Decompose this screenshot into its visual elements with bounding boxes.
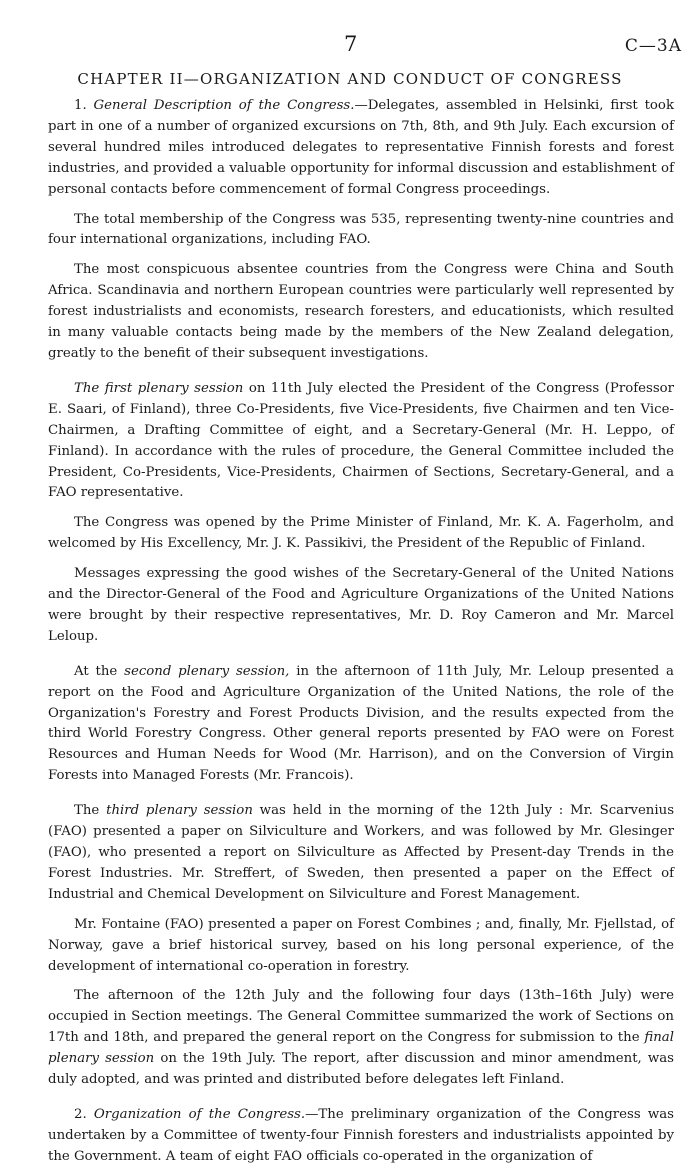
session-heading: final plenary session xyxy=(48,1030,674,1067)
paragraph-section-meetings xyxy=(48,986,674,1091)
paragraph-first-plenary xyxy=(48,379,674,504)
paragraph-text: —The preliminary organization of the Congress was undertaken by a Committee of twenty-four Finnish foresters and industrialists appointed by the Government. A team of eight FAO officials co-operated in the organization of xyxy=(48,1106,674,1164)
paragraph-third-plenary xyxy=(48,801,674,906)
session-heading: third plenary session xyxy=(106,803,253,819)
paragraph-text: The xyxy=(74,803,107,819)
paragraph-membership: The total membership of the Congress was 535, representing twenty-nine countries and four international organizations, including FAO. xyxy=(48,211,674,248)
paragraph-text: At the xyxy=(74,663,125,679)
section-number: 2. xyxy=(74,1106,94,1122)
paragraph-text: in the afternoon of 11th July, Mr. Leloup presented a report on the Food and Agriculture Organization of the United Nations, the role of the Organization's Forestry and Forest Products Division, and the results expected from the third World Forestry Congress. Other general reports presented by FAO were on Forest Resources and Human Needs for Wood (Mr. Harrison), and on the Conversion of Virgin Forests into Managed Forests (Mr. Francois). xyxy=(48,663,674,784)
paragraph-text: on the 19th July. The report, after discussion and minor amendment, was duly adopted, and was printed and distributed before delegates left Finland. xyxy=(48,1051,675,1088)
paragraph-text: on 11th July elected the President of the Congress (Professor E. Saari, of Finland), three Co-Presidents, five Vice-Presidents, five Chairmen and ten Vice-Chairmen, a Drafting Committee of eight, and a Secretary-General (Mr. H. Leppo, of Finland). In accordance with the rules of procedure, the General Committee included the President, Co-Presidents, Vice-Presidents, Chairmen of Sections, Secretary-General, and a FAO representative. xyxy=(48,380,674,501)
paragraph-text: The afternoon of the 12th July and the following four days (13th–16th July) were occupied in Section meetings. The General Committee summarized the work of Sections on 17th and 18th, and prepared the general report on the Congress for submission to the xyxy=(48,988,674,1046)
page-number: 7 xyxy=(344,32,358,56)
paragraph-organization xyxy=(48,1105,674,1168)
session-heading: second plenary session, xyxy=(124,663,290,679)
section-number: 1. xyxy=(74,98,94,113)
paragraph-text: —Delegates, assembled in Helsinki, first took part in one of a number of organized excursions on 7th, 8th, and 9th July. Each excursion of several hundred miles introduced delegates to representative Finnish forests and forest industries, and provided a valuable opportunity for informal discussion and establishment of personal contacts before commencement of formal Congress proceedings. xyxy=(48,98,674,197)
paragraph-general-description xyxy=(48,96,674,201)
document-reference: C—3A xyxy=(624,36,682,56)
session-heading: The first plenary session xyxy=(74,380,244,396)
chapter-title: CHAPTER II—ORGANIZATION AND CONDUCT OF CONGRESS xyxy=(77,70,623,88)
paragraph-text: was held in the morning of the 12th July : Mr. Scarvenius (FAO) presented a paper on Silviculture and Workers, and was followed by Mr. Glesinger (FAO), who presented a report on Silviculture as Affected by Present-day Trends in the Forest Industries. Mr. Streffert, of Sweden, then presented a paper on the Effect of Industrial and Chemical Development on Silviculture and Forest Management. xyxy=(48,803,675,902)
paragraph-forest-combines: Mr. Fontaine (FAO) presented a paper on Forest Combines ; and, finally, Mr. Fjellstad, of Norway, gave a brief historical survey, based on his long personal experience, of the development of international co-operation in forestry. xyxy=(48,916,674,974)
paragraph-second-plenary xyxy=(48,662,674,787)
paragraph-opening: The Congress was opened by the Prime Minister of Finland, Mr. K. A. Fagerholm, and welcomed by His Excellency, Mr. J. K. Passikivi, the President of the Republic of Finland. xyxy=(48,515,674,552)
section-heading: Organization of the Congress. xyxy=(93,1106,306,1122)
paragraph-absentees: The most conspicuous absentee countries from the Congress were China and South Africa. Scandinavia and northern European countries were particularly well represented by forest industrialists and economists, research foresters, and educationists, which resulted in many valuable contacts being made by the members of the New Zealand delegation, greatly to the benefit of their subsequent investigations. xyxy=(48,262,674,361)
document-body xyxy=(48,96,674,1168)
paragraph-messages: Messages expressing the good wishes of the Secretary-General of the United Nations and the Director-General of the Food and Agriculture Organizations of the United Nations were brought by their respective representatives, Mr. D. Roy Cameron and Mr. Marcel Leloup. xyxy=(48,566,674,644)
page-header xyxy=(0,32,700,62)
section-heading: General Description of the Congress. xyxy=(93,98,355,113)
